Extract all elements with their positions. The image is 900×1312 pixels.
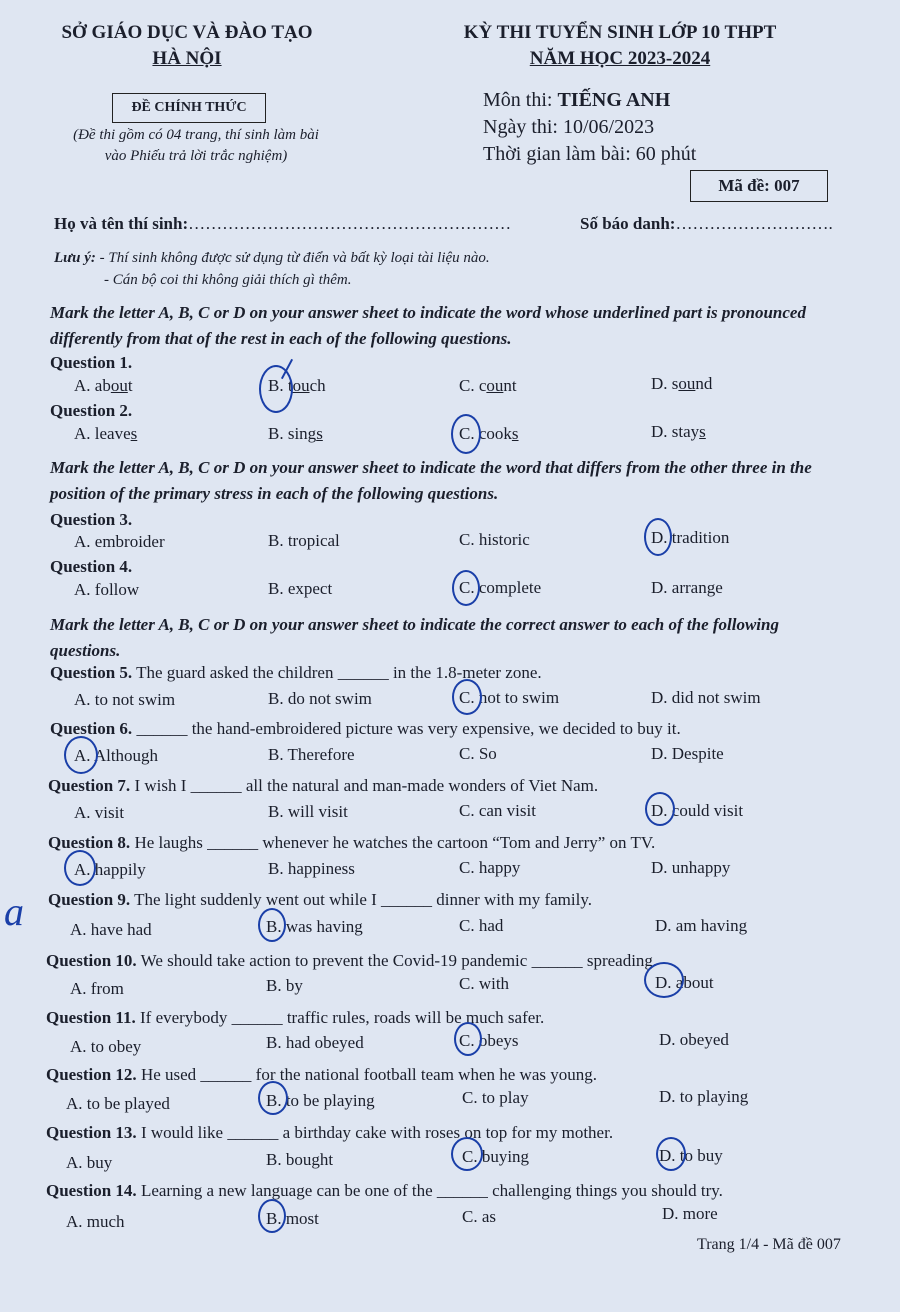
- answer-circle-q13-c: [451, 1137, 483, 1171]
- q5-option-b: B. do not swim: [268, 689, 372, 708]
- q14-option-a: A. much: [66, 1212, 125, 1231]
- q12-option-d: D. to playing: [659, 1087, 749, 1106]
- answer-circle-q11-c: [454, 1022, 482, 1056]
- q4-option-c: C. complete: [459, 578, 542, 597]
- candidate-name-dots: …………………………………………………: [188, 214, 512, 233]
- q11-option-a: A. to obey: [70, 1037, 142, 1056]
- q14-option-c: C. as: [462, 1207, 496, 1226]
- notes-line1: [54, 250, 490, 267]
- q1-option-b: B. touch: [268, 376, 326, 395]
- subject-line: [483, 89, 670, 112]
- candidate-id-line: [580, 214, 833, 234]
- pages-note-line1: (Đề thi gồm có 04 trang, thí sinh làm bài: [73, 127, 319, 143]
- answer-circle-q6-a: [64, 736, 98, 774]
- candidate-id-dots: ……………………….: [675, 214, 833, 233]
- q14-option-d: D. more: [662, 1204, 718, 1223]
- q3-option-b: B. tropical: [268, 531, 340, 550]
- q9-option-b: B. was having: [266, 917, 363, 936]
- q5-option-a: A. to not swim: [74, 690, 176, 709]
- q1-option-a: A. about: [74, 376, 133, 395]
- answer-circle-q2-c: [451, 414, 481, 454]
- q9-option-a: A. have had: [70, 920, 152, 939]
- q12-option-b: B. to be playing: [266, 1091, 375, 1110]
- q13-option-d: D. to buy: [659, 1146, 723, 1165]
- exam-title: KỲ THI TUYỂN SINH LỚP 10 THPT: [463, 22, 777, 43]
- q10-stem: Question 10. We should take action to prevent the Covid-19 pandemic ______ spreading.: [46, 951, 658, 970]
- q10-option-a: A. from: [70, 979, 124, 998]
- q4-option-a: A. follow: [74, 580, 140, 599]
- q6-stem: Question 6. ______ the hand-embroidered picture was very expensive, we decided to buy it.: [50, 719, 681, 738]
- q3-option-a: A. embroider: [74, 532, 165, 551]
- q2-option-c: C. cooks: [459, 424, 519, 443]
- notes-label: Lưu ý:: [54, 250, 96, 266]
- q11-option-c: C. obeys: [459, 1031, 519, 1050]
- q7-option-d: D. could visit: [651, 801, 744, 820]
- exam-duration: Thời gian làm bài: 60 phút: [483, 143, 697, 165]
- q13-option-a: A. buy: [66, 1153, 113, 1172]
- q9-option-d: D. am having: [655, 916, 748, 935]
- candidate-name-line: [54, 214, 511, 234]
- q8-option-b: B. happiness: [268, 859, 355, 878]
- q6-option-b: B. Therefore: [268, 745, 355, 764]
- exam-code-box: Mã đề: 007: [690, 170, 828, 202]
- q6-option-c: C. So: [459, 744, 497, 763]
- q4-label: Question 4.: [50, 557, 133, 576]
- q7-option-b: B. will visit: [268, 802, 348, 821]
- department-city: HÀ NỘI: [152, 48, 222, 69]
- q9-stem: Question 9. The light suddenly went out while I ______ dinner with my family.: [48, 890, 592, 909]
- handwritten-a-mark: a: [4, 889, 24, 934]
- section2-instruction: Mark the letter A, B, C or D on your answer sheet to indicate the word that differs from the other three in the position of the primary stress in each of the following questions.: [50, 458, 812, 503]
- official-stamp-box: ĐỀ CHÍNH THỨC: [112, 93, 266, 123]
- q1-option-c: C. count: [459, 376, 517, 395]
- answer-circle-q12-b: [258, 1081, 288, 1115]
- q3-option-d: D. tradition: [651, 528, 730, 547]
- candidate-id-label: Số báo danh:: [580, 214, 676, 233]
- q1-label: Question 1.: [50, 353, 133, 372]
- q2-label: Question 2.: [50, 401, 133, 420]
- q10-option-b: B. by: [266, 976, 303, 995]
- q12-option-c: C. to play: [462, 1088, 529, 1107]
- pages-note-line2: vào Phiếu trả lời trắc nghiệm): [104, 148, 288, 164]
- exam-year: NĂM HỌC 2023-2024: [529, 48, 711, 69]
- answer-circle-q3-d: [644, 518, 672, 556]
- department-title: SỞ GIÁO DỤC VÀ ĐÀO TẠO: [61, 22, 313, 43]
- q9-option-c: C. had: [459, 916, 504, 935]
- q4-option-b: B. expect: [268, 579, 333, 598]
- q5-option-c: C. not to swim: [459, 688, 560, 707]
- q11-option-b: B. had obeyed: [266, 1033, 364, 1052]
- answer-circle-q13-d: [656, 1137, 686, 1171]
- q12-option-a: A. to be played: [66, 1094, 170, 1113]
- q10-option-c: C. with: [459, 974, 510, 993]
- exam-date: Ngày thi: 10/06/2023: [483, 116, 655, 138]
- q8-option-c: C. happy: [459, 858, 521, 877]
- q8-option-a: A. happily: [74, 860, 146, 879]
- notes-text1: - Thí sinh không được sử dụng từ điển và bất kỳ loại tài liệu nào.: [99, 250, 490, 266]
- q7-option-c: C. can visit: [459, 801, 536, 820]
- answer-circle-q8-a: [64, 850, 96, 886]
- q7-option-a: A. visit: [74, 803, 125, 822]
- q12-stem: Question 12. He used ______ for the national football team when he was young.: [46, 1065, 597, 1084]
- q5-stem: Question 5. The guard asked the children ______ in the 1.8-meter zone.: [50, 663, 542, 682]
- answer-circle-q10-d: [644, 962, 684, 998]
- q11-stem: Question 11. If everybody ______ traffic rules, roads will be much safer.: [46, 1008, 545, 1027]
- section3-instruction: Mark the letter A, B, C or D on your answer sheet to indicate the correct answer to each of the following questions.: [50, 615, 779, 660]
- q11-option-d: D. obeyed: [659, 1030, 729, 1049]
- notes-line2: - Cán bộ coi thi không giải thích gì thêm.: [104, 272, 352, 288]
- answer-circle-q5-c: [452, 679, 482, 715]
- q14-stem: Question 14. Learning a new language can be one of the ______ challenging things you should try.: [46, 1181, 723, 1200]
- q2-option-b: B. sings: [268, 424, 323, 443]
- page-footer: Trang 1/4 - Mã đề 007: [697, 1236, 841, 1253]
- section1-instruction: Mark the letter A, B, C or D on your answer sheet to indicate the word whose underlined part is pronounced differently from that of the rest in each of the following questions.: [50, 303, 806, 348]
- answer-circle-q4-c: [452, 570, 480, 606]
- q5-option-d: D. did not swim: [651, 688, 761, 707]
- q7-stem: Question 7. I wish I ______ all the natural and man-made wonders of Viet Nam.: [48, 776, 599, 795]
- q3-label: Question 3.: [50, 510, 133, 529]
- q8-stem: Question 8. He laughs ______ whenever he watches the cartoon “Tom and Jerry” on TV.: [48, 833, 656, 852]
- q4-option-d: D. arrange: [651, 578, 723, 597]
- answer-circle-q14-b: [258, 1199, 286, 1233]
- candidate-name-label: Họ và tên thí sinh:: [54, 214, 189, 233]
- q3-option-c: C. historic: [459, 530, 530, 549]
- q10-option-d: D. about: [655, 973, 714, 992]
- q6-option-d: D. Despite: [651, 744, 724, 763]
- q2-option-d: D. stays: [651, 422, 706, 441]
- q13-option-c: C. buying: [462, 1147, 530, 1166]
- answer-circle-q7-d: [645, 792, 675, 826]
- q14-option-b: B. most: [266, 1209, 319, 1228]
- q2-option-a: A. leaves: [74, 424, 138, 443]
- answer-circle-q1-b: [259, 365, 293, 413]
- q13-stem: Question 13. I would like ______ a birthday cake with roses on top for my mother.: [46, 1123, 614, 1142]
- q8-option-d: D. unhappy: [651, 858, 731, 877]
- subject-label: Môn thi:: [483, 89, 558, 111]
- answer-circle-q9-b: [258, 908, 286, 942]
- q13-option-b: B. bought: [266, 1150, 334, 1169]
- q1-option-d: D. sound: [651, 374, 713, 393]
- subject-value: TIẾNG ANH: [557, 89, 671, 111]
- q6-option-a: A. Although: [74, 746, 159, 765]
